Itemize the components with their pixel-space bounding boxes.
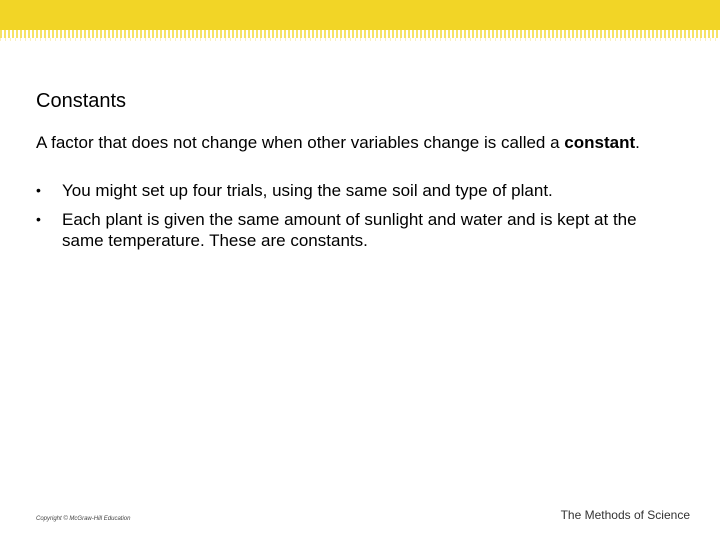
copyright-notice: Copyright © McGraw-Hill Education xyxy=(36,516,131,522)
bullet-item xyxy=(36,180,676,201)
intro-end: . xyxy=(635,133,640,152)
bullet-text: You might set up four trials, using the same soil and type of plant. xyxy=(62,181,553,200)
header-fringe xyxy=(0,30,720,38)
bullet-marker: • xyxy=(36,182,41,198)
header-fringe-fade xyxy=(0,38,720,41)
intro-text: A factor that does not change when other variables change is called a xyxy=(36,133,565,152)
bullet-list xyxy=(36,180,676,259)
bullet-marker: • xyxy=(36,211,41,227)
intro-bold-term: constant xyxy=(564,133,636,152)
footer-title: The Methods of Science xyxy=(560,508,690,522)
header-band xyxy=(0,0,720,30)
intro-paragraph xyxy=(36,132,676,153)
bullet-item xyxy=(36,209,676,251)
bullet-text: Each plant is given the same amount of sunlight and water and is kept at the same temperature. These are constants. xyxy=(62,210,637,250)
slide-title: Constants xyxy=(36,90,127,112)
